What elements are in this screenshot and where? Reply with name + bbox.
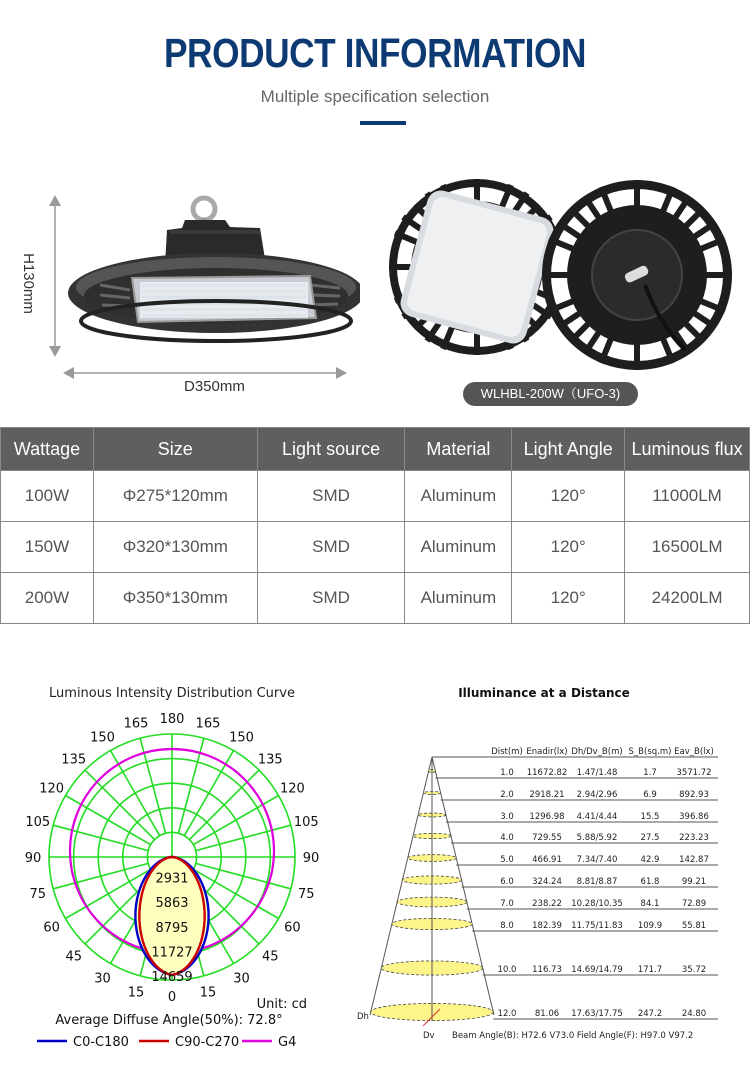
table-row (1, 471, 750, 522)
angle-label: 120 (279, 781, 305, 797)
cell-luminous-flux: 24200LM (625, 573, 750, 624)
cell-material: Aluminum (405, 471, 512, 522)
title-underline (360, 121, 406, 125)
illuminance-cell: 12.0 (497, 1009, 517, 1019)
legend-item-label: C0-C180 (73, 1035, 129, 1050)
dh-label: Dh (357, 1012, 369, 1022)
angle-label: 150 (229, 730, 254, 746)
illuminance-cell: 4.41/4.44 (576, 812, 618, 822)
angle-label: 150 (90, 730, 115, 746)
illuminance-column-header: S_B(sq.m) (628, 747, 672, 757)
illuminance-column-header: Dh/Dv_B(m) (571, 747, 623, 757)
angle-label: 30 (94, 971, 111, 987)
cell-light-source: SMD (257, 522, 405, 573)
illuminance-cell: 142.87 (679, 855, 709, 865)
product-front-back-view (385, 175, 745, 405)
ring-label: 5863 (155, 896, 189, 912)
polar-chart-title: Luminous Intensity Distribution Curve (49, 686, 295, 701)
illuminance-distance-chart (357, 686, 718, 1041)
illuminance-column-header: Enadir(lx) (526, 747, 568, 757)
illuminance-cell: 27.5 (640, 833, 660, 843)
ring-label: 2931 (155, 871, 189, 887)
angle-label: 15 (127, 985, 145, 1001)
dv-label: Dv (423, 1031, 435, 1041)
angle-label: 120 (39, 781, 65, 797)
illuminance-column-header: Dist(m) (491, 747, 523, 757)
illuminance-cell: 6.9 (643, 790, 657, 800)
illuminance-cell: 11672.82 (526, 768, 568, 778)
legend-item-label: C90-C270 (175, 1035, 240, 1050)
angle-label: 75 (297, 886, 315, 902)
cell-size: Φ275*120mm (93, 471, 257, 522)
illuminance-cell: 17.63/17.75 (571, 1009, 623, 1019)
header-size: Size (93, 428, 257, 471)
header-light-source: Light source (257, 428, 405, 471)
diameter-dimension-label: D350mm (184, 378, 245, 395)
illuminance-cell: 99.21 (681, 877, 707, 887)
illuminance-cell: 3571.72 (676, 768, 712, 778)
angle-label: 165 (195, 716, 221, 732)
polar-intensity-chart (25, 686, 320, 1050)
table-row (1, 573, 750, 624)
ring-label: 8795 (155, 920, 189, 936)
illuminance-cell: 81.06 (534, 1009, 560, 1019)
illuminance-cell: 396.86 (679, 812, 709, 822)
header-luminous-flux: Luminous flux (625, 428, 750, 471)
ring-label: 14659 (151, 970, 193, 985)
illuminance-cell: 2918.21 (529, 790, 565, 800)
illuminance-cell: 42.9 (640, 855, 660, 865)
illuminance-cell: 3.0 (500, 812, 514, 822)
unit-label: Unit: cd (256, 997, 307, 1012)
angle-label: 60 (43, 920, 60, 936)
illuminance-cell: 182.39 (532, 921, 562, 931)
illuminance-cell: 24.80 (681, 1009, 707, 1019)
spec-table (0, 427, 750, 624)
illuminance-cell: 15.5 (640, 812, 660, 822)
illuminance-cell: 14.69/14.79 (571, 965, 623, 975)
angle-label: 0 (167, 990, 177, 1005)
illuminance-column-header: Eav_B(lx) (674, 747, 714, 757)
cell-wattage: 150W (1, 522, 94, 573)
beam-field-angle-footer: Beam Angle(B): H72.6 V73.0 Field Angle(F): H97.0 V97.2 (452, 1031, 694, 1041)
ufo-highbay-side-image (20, 190, 360, 400)
illuminance-cell: 10.28/10.35 (571, 899, 623, 909)
table-header-row (1, 428, 750, 471)
header-material: Material (405, 428, 512, 471)
illuminance-cell: 11.75/11.83 (571, 921, 623, 931)
angle-label: 15 (199, 985, 217, 1001)
angle-label: 180 (159, 712, 185, 727)
angle-label: 135 (61, 752, 87, 768)
illuminance-cell: 892.93 (679, 790, 709, 800)
illuminance-cell: 324.24 (532, 877, 562, 887)
page-subtitle: Multiple specification selection (260, 87, 490, 106)
model-badge: WLHBL-200W（UFO-3) (463, 382, 638, 406)
illuminance-cell: 6.0 (500, 877, 514, 887)
angle-label: 30 (233, 971, 250, 987)
illuminance-cell: 238.22 (532, 899, 562, 909)
cell-light-source: SMD (257, 573, 405, 624)
product-side-view (20, 190, 360, 400)
cell-luminous-flux: 16500LM (625, 522, 750, 573)
illuminance-cell: 1296.98 (529, 812, 565, 822)
header-wattage: Wattage (1, 428, 94, 471)
illuminance-cell: 10.0 (497, 965, 517, 975)
illuminance-cell: 2.0 (500, 790, 514, 800)
angle-label: 135 (257, 752, 283, 768)
average-diffuse-angle: Average Diffuse Angle(50%): 72.8° (55, 1013, 283, 1028)
angle-label: 105 (293, 815, 319, 831)
angle-label: 90 (24, 851, 42, 866)
ring-label: 11727 (151, 945, 193, 961)
cell-size: Φ350*130mm (93, 573, 257, 624)
illuminance-cell: 466.91 (532, 855, 562, 865)
illuminance-cell: 729.55 (532, 833, 562, 843)
cell-luminous-flux: 11000LM (625, 471, 750, 522)
page-title: PRODUCT INFORMATION (163, 30, 587, 76)
illuminance-cell: 223.23 (679, 833, 709, 843)
illuminance-cell: 7.0 (500, 899, 514, 909)
height-dimension-label: H130mm (19, 253, 37, 314)
table-row (1, 522, 750, 573)
header-light-angle: Light Angle (512, 428, 625, 471)
cell-light-source: SMD (257, 471, 405, 522)
illuminance-cell: 116.73 (532, 965, 562, 975)
cell-light-angle: 120° (512, 573, 625, 624)
illuminance-cell: 72.89 (681, 899, 707, 909)
angle-label: 75 (29, 886, 47, 902)
illuminance-cell: 171.7 (637, 965, 663, 975)
illuminance-cell: 247.2 (637, 1009, 663, 1019)
angle-label: 60 (284, 920, 301, 936)
ufo-highbay-front-back-image (385, 175, 745, 405)
illuminance-cell: 5.0 (500, 855, 514, 865)
illuminance-cell: 8.0 (500, 921, 514, 931)
illuminance-cell: 2.94/2.96 (576, 790, 618, 800)
cell-material: Aluminum (405, 573, 512, 624)
cell-wattage: 100W (1, 471, 94, 522)
angle-label: 105 (25, 815, 51, 831)
angle-label: 165 (123, 716, 149, 732)
illuminance-cell: 35.72 (681, 965, 707, 975)
cell-wattage: 200W (1, 573, 94, 624)
cell-material: Aluminum (405, 522, 512, 573)
photometric-charts (0, 670, 750, 1083)
illuminance-cell: 1.7 (643, 768, 657, 778)
angle-label: 45 (65, 949, 82, 965)
illuminance-cell: 84.1 (640, 899, 660, 909)
polar-legend (37, 1035, 296, 1050)
illuminance-cell: 8.81/8.87 (576, 877, 618, 887)
angle-label: 90 (302, 851, 320, 866)
cell-light-angle: 120° (512, 522, 625, 573)
illuminance-cell: 1.0 (500, 768, 514, 778)
illuminance-cell: 61.8 (640, 877, 660, 887)
illuminance-cell: 109.9 (637, 921, 663, 931)
angle-label: 45 (262, 949, 279, 965)
cell-light-angle: 120° (512, 471, 625, 522)
cell-size: Φ320*130mm (93, 522, 257, 573)
illuminance-cell: 55.81 (681, 921, 707, 931)
illuminance-cell: 5.88/5.92 (576, 833, 618, 843)
illuminance-cell: 1.47/1.48 (576, 768, 618, 778)
illuminance-cell: 4.0 (500, 833, 514, 843)
legend-item-label: G4 (278, 1035, 297, 1050)
illuminance-cell: 7.34/7.40 (576, 855, 618, 865)
illuminance-chart-title: Illuminance at a Distance (458, 686, 630, 700)
